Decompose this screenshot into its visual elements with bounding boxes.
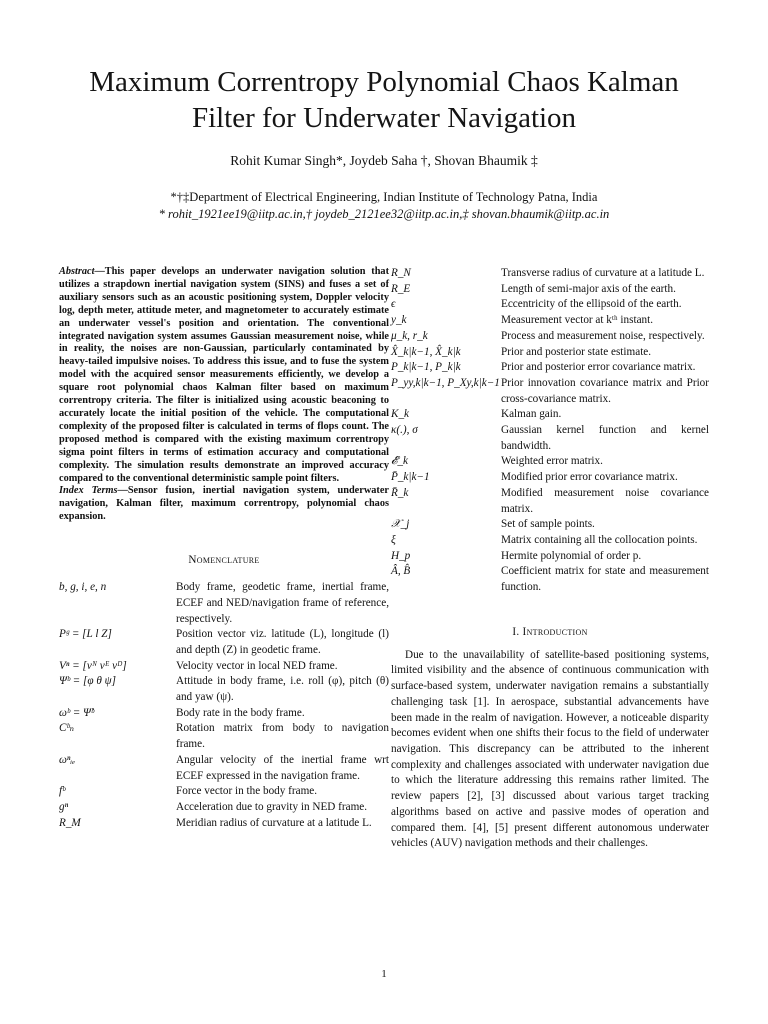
nomenclature-description: Length of semi-major axis of the earth.: [501, 282, 676, 295]
right-column: [391, 266, 709, 852]
left-column: [59, 266, 389, 831]
nomenclature-description: Weighted error matrix.: [501, 455, 603, 468]
nomenclature-row: [391, 360, 709, 376]
nomenclature-row: [59, 580, 389, 627]
index-terms-text: —Sensor fusion, inertial navigation system, underwater navigation, Kalman filter, maximum correntropy, polynomial chaos expansion.: [59, 485, 389, 523]
nomenclature-symbol: K_k: [391, 408, 410, 421]
abstract-label: Abstract: [59, 266, 95, 277]
nomenclature-description: Matrix containing all the collocation points.: [501, 533, 698, 546]
nomenclature-description: Kalman gain.: [501, 408, 562, 421]
nomenclature-symbol: Vⁿ = [vᴺ vᴱ vᴰ]: [59, 659, 127, 672]
nomenclature-symbol: Ψᵇ = [φ θ ψ]: [59, 675, 116, 688]
nomenclature-row: [391, 266, 709, 282]
abstract: [59, 266, 389, 485]
nomenclature-description: Force vector in the body frame.: [176, 785, 318, 798]
index-terms: [59, 485, 389, 524]
nomenclature-description: Modified prior error covariance matrix.: [501, 471, 678, 484]
affiliation-block: [40, 189, 728, 223]
nomenclature-symbol: R̄_k: [391, 486, 409, 499]
nomenclature-row: [391, 345, 709, 361]
nomenclature-description: Angular velocity of the inertial frame wrt ECEF expressed in the navigation frame.: [176, 753, 389, 782]
nomenclature-description: Process and measurement noise, respectively.: [501, 329, 705, 342]
nomenclature-row: [391, 564, 709, 595]
index-terms-label: Index Terms: [59, 485, 118, 497]
nomenclature-list-right: [391, 266, 709, 596]
nomenclature-row: [391, 407, 709, 423]
emails: * rohit_1921ee19@iitp.ac.in,† joydeb_2121ee32@iitp.ac.in,‡ shovan.bhaumik@iitp.ac.in: [158, 207, 610, 221]
nomenclature-row: [391, 470, 709, 486]
nomenclature-symbol: ξ: [391, 533, 396, 546]
nomenclature-row: [391, 454, 709, 470]
title-line-1: Maximum Correntropy Polynomial Chaos Kalman: [89, 66, 679, 98]
nomenclature-description: Prior innovation covariance matrix and Prior cross-covariance matrix.: [501, 376, 709, 405]
nomenclature-description: Body frame, geodetic frame, inertial frame, ECEF and NED/navigation frame of reference, respectively.: [176, 581, 389, 625]
nomenclature-description: Modified measurement noise covariance matrix.: [501, 486, 709, 515]
nomenclature-row: [391, 423, 709, 454]
authors: Rohit Kumar Singh*, Joydeb Saha †, Shovan Bhaumik ‡: [230, 153, 538, 168]
abstract-text: —This paper develops an underwater navigation solution that utilizes a strapdown inertial navigation system (SINS) and fuses a set of auxiliary sensors such as an acoustic positioning system, Doppler velocity log, depth meter, attitude meter, and magnetometer to accurately estimate an underwater vessel's position and orientation. The conventional integrated navigation system assumes Gaussian measurement noise, while in reality, the noises are non-Gaussian, particularly contaminated by heavy-tailed impulsive noises. To address this issue, and to fuse the system model with the acquired sensor measurements efficiently, we develop a square root polynomial chaos Kalman filter based on maximum correntropy criteria. The filter is initialized using acoustic beaconing to accurately locate the initial position of the vehicle. The computational complexity of the proposed filter is calculated in terms of flops count. The proposed method is compared with the existing maximum correntropy sigma point filters in terms of estimation accuracy and computational complexity. The simulation results demonstrate an improved accuracy compared to the conventional deterministic sample point filters.: [59, 266, 389, 484]
nomenclature-description: Prior and posterior state estimate.: [501, 345, 652, 358]
nomenclature-description: Set of sample points.: [501, 518, 595, 531]
nomenclature-description: Rotation matrix from body to navigation frame.: [176, 722, 389, 751]
nomenclature-symbol: Cᵇₙ: [59, 722, 75, 735]
nomenclature-description: Prior and posterior error covariance matrix.: [501, 361, 696, 374]
nomenclature-description: Velocity vector in local NED frame.: [176, 659, 338, 672]
nomenclature-list-left: [59, 580, 389, 831]
nomenclature-symbol: P̄_k|k−1: [391, 471, 430, 484]
nomenclature-row: [391, 533, 709, 549]
nomenclature-description: Gaussian kernel function and kernel bandwidth.: [501, 424, 709, 452]
nomenclature-symbol: P_k|k−1, P_k|k: [391, 361, 461, 374]
nomenclature-symbol: ωⁿᵢₑ: [59, 753, 76, 766]
nomenclature-description: Eccentricity of the ellipsoid of the earth.: [501, 298, 682, 311]
nomenclature-symbol: ωᵇ = Ψ̇ᵇ: [59, 706, 94, 719]
nomenclature-symbol: H_p: [391, 549, 411, 562]
nomenclature-symbol: 𝒳_j: [391, 518, 410, 531]
nomenclature-symbol: fᵇ: [59, 785, 66, 798]
nomenclature-symbol: μ_k, r_k: [391, 329, 428, 342]
nomenclature-row: [59, 816, 389, 832]
nomenclature-description: Measurement vector at kᵗʰ instant.: [501, 314, 654, 327]
nomenclature-row: [391, 376, 709, 407]
nomenclature-symbol: R_N: [391, 267, 411, 279]
nomenclature-symbol: ϵ: [391, 298, 396, 311]
nomenclature-symbol: gⁿ: [59, 800, 69, 813]
nomenclature-symbol: 𝓔_k: [391, 455, 408, 468]
nomenclature-row: [59, 674, 389, 705]
paper-title: [40, 64, 728, 136]
nomenclature-row: [391, 517, 709, 533]
nomenclature-row: [59, 784, 389, 800]
nomenclature-symbol: Pᵍ = [L l Z]: [59, 628, 112, 641]
nomenclature-description: Coefficient matrix for state and measurement function.: [501, 565, 709, 594]
nomenclature-row: [59, 721, 389, 752]
nomenclature-symbol: y_k: [391, 314, 407, 327]
nomenclature-description: Transverse radius of curvature at a latitude L.: [501, 267, 705, 279]
nomenclature-row: [59, 659, 389, 675]
nomenclature-symbol: P_yy,k|k−1, P_Xy,k|k−1: [391, 376, 500, 389]
nomenclature-symbol: b, g, i, e, n: [59, 581, 107, 594]
nomenclature-row: [391, 486, 709, 517]
nomenclature-row: [391, 282, 709, 298]
nomenclature-description: Meridian radius of curvature at a latitude L.: [176, 816, 372, 829]
nomenclature-symbol: κ(.), σ: [391, 424, 418, 437]
nomenclature-row: [391, 329, 709, 345]
nomenclature-heading: Nomenclature: [188, 554, 260, 567]
page-number: 1: [381, 968, 387, 980]
nomenclature-row: [59, 706, 389, 722]
nomenclature-symbol: R_M: [59, 816, 81, 829]
nomenclature-row: [59, 627, 389, 658]
nomenclature-description: Acceleration due to gravity in NED frame.: [176, 800, 368, 813]
nomenclature-description: Body rate in the body frame.: [176, 706, 305, 719]
nomenclature-row: [391, 297, 709, 313]
nomenclature-row: [59, 753, 389, 784]
title-line-2: Filter for Underwater Navigation: [191, 102, 577, 134]
nomenclature-description: Position vector viz. latitude (L), longitude (l) and depth (Z) in geodetic frame.: [176, 628, 389, 656]
nomenclature-description: Attitude in body frame, i.e. roll (φ), pitch (θ) and yaw (ψ).: [176, 675, 389, 704]
introduction-text: Due to the unavailability of satellite-based positioning systems, limited visibility and the absence of continuous communication with surface-based system, underwater navigation remains a substantially challenging task [1]. In aerospace, substantial advancements have been made in the realm of navigation. However, a noticeable disparity becomes evident when one shifts their focus to the field of underwater navigation. This discrepancy can be attributed to the inherent complexity and challenges associated with underwater navigation due to which the literature addressing this remains rather limited. The review papers [2], [3] discussed about various target tracking algorithms based on active and passive modes of operation and compared them. [4], [5] present different autonomous underwater vehicles (AUV) navigation methods and their challenges.: [391, 648, 709, 850]
nomenclature-row: [59, 800, 389, 816]
nomenclature-description: Hermite polynomial of order p.: [501, 549, 642, 562]
introduction-heading: I. Introduction: [512, 625, 588, 638]
nomenclature-row: [391, 313, 709, 329]
affiliation: *†‡Department of Electrical Engineering, Indian Institute of Technology Patna, India: [170, 190, 598, 204]
nomenclature-symbol: R_E: [391, 282, 411, 295]
nomenclature-symbol: X̂_k|k−1, X̂_k|k: [391, 345, 461, 358]
nomenclature-row: [391, 549, 709, 565]
nomenclature-symbol: Â, B̂: [391, 565, 411, 578]
